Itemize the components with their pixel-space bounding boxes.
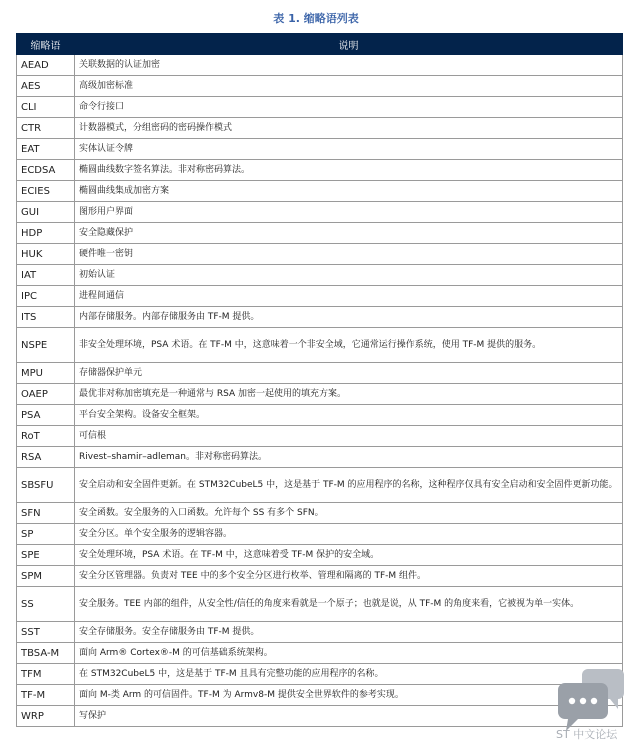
description-cell: 安全隐藏保护 (75, 223, 623, 244)
abbreviation-cell: ECDSA (17, 160, 75, 181)
abbreviation-cell: GUI (17, 202, 75, 223)
table-row (17, 363, 623, 384)
description-cell: 椭圆曲线集成加密方案 (75, 181, 623, 202)
description-cell: 关联数据的认证加密 (75, 55, 623, 76)
table-row (17, 265, 623, 286)
abbreviation-cell: SBSFU (17, 468, 75, 503)
abbreviation-cell: ITS (17, 307, 75, 328)
description-cell: 安全存储服务。安全存储服务由 TF-M 提供。 (75, 622, 623, 643)
table-row (17, 328, 623, 363)
table-row (17, 202, 623, 223)
description-cell: 存储器保护单元 (75, 363, 623, 384)
description-cell: 安全处理环境，PSA 术语。在 TF-M 中，这意味着受 TF-M 保护的安全域。 (75, 545, 623, 566)
abbreviation-cell: NSPE (17, 328, 75, 363)
description-cell: 安全分区。单个安全服务的逻辑容器。 (75, 524, 623, 545)
table-caption: 表 1. 缩略语列表 (273, 12, 359, 25)
abbreviation-cell: AES (17, 76, 75, 97)
table-row (17, 468, 623, 503)
table-row (17, 706, 623, 727)
table-row (17, 97, 623, 118)
table-row (17, 566, 623, 587)
description-cell: 平台安全架构。设备安全框架。 (75, 405, 623, 426)
description-cell: 图形用户界面 (75, 202, 623, 223)
abbreviation-cell: SP (17, 524, 75, 545)
description-cell: 在 STM32CubeL5 中，这是基于 TF-M 且具有完整功能的应用程序的名称。 (75, 664, 623, 685)
abbreviation-cell: IPC (17, 286, 75, 307)
abbreviation-cell: SST (17, 622, 75, 643)
abbreviation-cell: HUK (17, 244, 75, 265)
table-row (17, 524, 623, 545)
description-cell: 初始认证 (75, 265, 623, 286)
description-cell: 非安全处理环境，PSA 术语。在 TF-M 中，这意味着一个非安全域，它通常运行操作系统，使用 TF-M 提供的服务。 (75, 328, 623, 363)
table-row (17, 160, 623, 181)
abbreviation-cell: TF-M (17, 685, 75, 706)
abbreviation-cell: AEAD (17, 55, 75, 76)
description-cell: 命令行接口 (75, 97, 623, 118)
table-row (17, 244, 623, 265)
description-cell: 面向 M-类 Arm 的可信固件。TF-M 为 Armv8-M 提供安全世界软件的参考实现。 (75, 685, 623, 706)
abbreviation-cell: MPU (17, 363, 75, 384)
description-cell: 实体认证令牌 (75, 139, 623, 160)
description-cell: 计数器模式，分组密码的密码操作模式 (75, 118, 623, 139)
description-cell: 可信根 (75, 426, 623, 447)
table-row (17, 286, 623, 307)
table-row (17, 223, 623, 244)
table-row (17, 503, 623, 524)
abbreviation-cell: RSA (17, 447, 75, 468)
table-row (17, 426, 623, 447)
description-cell: 安全函数。安全服务的入口函数。允许每个 SS 有多个 SFN。 (75, 503, 623, 524)
table-row (17, 181, 623, 202)
table-row (17, 139, 623, 160)
table-row (17, 307, 623, 328)
header-description: 说明 (75, 34, 623, 55)
description-cell: 高级加密标准 (75, 76, 623, 97)
table-row (17, 384, 623, 405)
description-cell: Rivest–shamir–adleman。非对称密码算法。 (75, 447, 623, 468)
description-cell: 进程间通信 (75, 286, 623, 307)
abbreviation-cell: TFM (17, 664, 75, 685)
table-row (17, 643, 623, 664)
table-row (17, 622, 623, 643)
description-cell: 椭圆曲线数字签名算法。非对称密码算法。 (75, 160, 623, 181)
abbreviation-cell: PSA (17, 405, 75, 426)
abbreviation-cell: CTR (17, 118, 75, 139)
description-cell: 面向 Arm® Cortex®-M 的可信基础系统架构。 (75, 643, 623, 664)
description-cell: 内部存储服务。内部存储服务由 TF-M 提供。 (75, 307, 623, 328)
description-cell: 安全服务。TEE 内部的组件，从安全性/信任的角度来看就是一个原子；也就是说，从 TF-M 的角度来看，它被视为单一实体。 (75, 587, 623, 622)
table-row (17, 76, 623, 97)
table-row (17, 55, 623, 76)
abbreviation-cell: SFN (17, 503, 75, 524)
table-row (17, 545, 623, 566)
description-cell: 硬件唯一密钥 (75, 244, 623, 265)
abbreviation-cell: EAT (17, 139, 75, 160)
description-cell: 最优非对称加密填充是一种通常与 RSA 加密一起使用的填充方案。 (75, 384, 623, 405)
abbreviation-cell: HDP (17, 223, 75, 244)
description-cell: 安全分区管理器。负责对 TEE 中的多个安全分区进行枚举、管理和隔离的 TF-M 组件。 (75, 566, 623, 587)
header-abbreviation: 缩略语 (17, 34, 75, 55)
table-row (17, 587, 623, 622)
abbreviation-cell: OAEP (17, 384, 75, 405)
description-cell: 写保护 (75, 706, 623, 727)
table-row (17, 405, 623, 426)
abbreviation-cell: SPM (17, 566, 75, 587)
abbreviation-cell: SPE (17, 545, 75, 566)
abbreviation-cell: SS (17, 587, 75, 622)
table-row (17, 118, 623, 139)
table-row (17, 664, 623, 685)
abbreviation-cell: WRP (17, 706, 75, 727)
abbreviation-cell: RoT (17, 426, 75, 447)
description-cell: 安全启动和安全固件更新。在 STM32CubeL5 中，这是基于 TF-M 的应用程序的名称，这种程序仅具有安全启动和安全固件更新功能。 (75, 468, 623, 503)
abbreviation-cell: IAT (17, 265, 75, 286)
watermark-text: ST 中文论坛 (556, 728, 618, 741)
abbreviation-cell: ECIES (17, 181, 75, 202)
abbreviation-table (16, 33, 623, 727)
table-row (17, 685, 623, 706)
table-body (17, 55, 623, 727)
table-row (17, 447, 623, 468)
abbreviation-cell: TBSA-M (17, 643, 75, 664)
table-header-row (17, 34, 623, 55)
abbreviation-cell: CLI (17, 97, 75, 118)
